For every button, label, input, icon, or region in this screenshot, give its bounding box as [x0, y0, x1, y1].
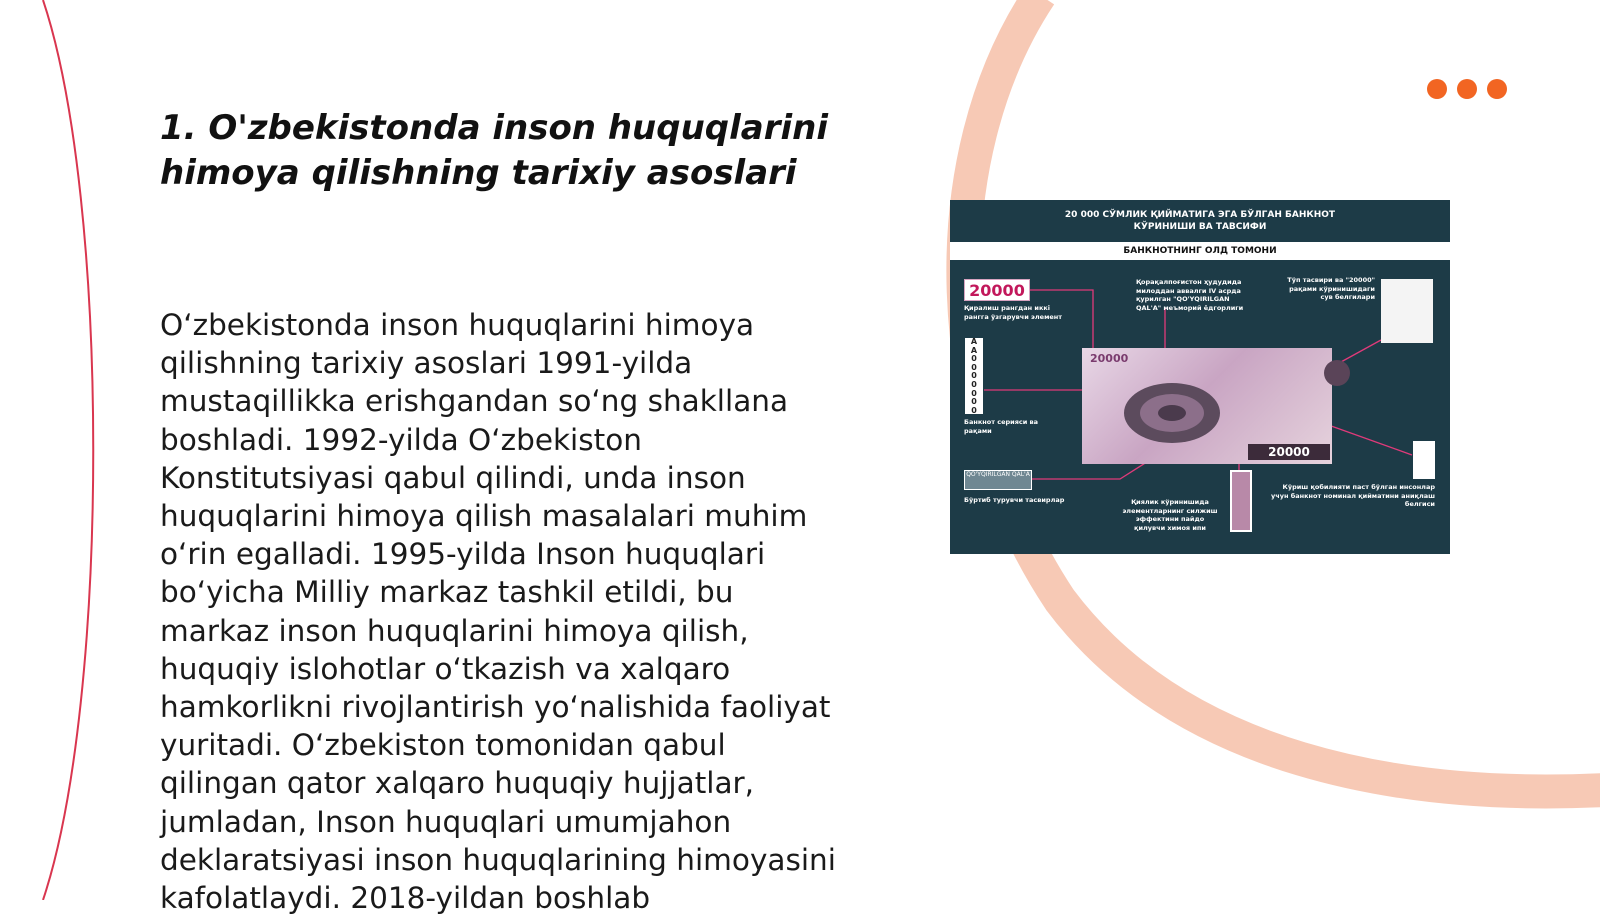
- banknote-denomination-top: 20000: [1090, 352, 1129, 365]
- label-karakalpak: Қорақалпоғистон ҳудудида милоддан аввалги IV асрда қурилган "QO'YQIRILGAN QAL'A" меъморий ёдгорлиги: [1136, 278, 1244, 312]
- serial-number-sample: A A 0 0 0 0 0 0 0: [965, 338, 983, 414]
- security-thread-sample: [1230, 470, 1252, 532]
- fortress-illustration: [1117, 376, 1227, 450]
- denomination-sample: 20000: [964, 279, 1030, 301]
- label-color-shift: Қиралиш рангдан иккі рангга ўзгарувчи элемент: [964, 304, 1063, 321]
- banknote-heading-line1: 20 000 СЎМЛИК ҚИЙМАТИГА ЭГА БЎЛГАН БАНКНОТ: [1064, 210, 1336, 220]
- callout-line-color-shift: [1030, 290, 1093, 356]
- dot-2: [1457, 79, 1477, 99]
- banknote-image: [1082, 348, 1332, 464]
- relief-sample: QO'YQIRILGAN QAL'A: [964, 470, 1032, 490]
- slide-title: 1. O'zbekistonda inson huquqlarini himoya qilishning tarixiy asoslari: [160, 108, 829, 193]
- dot-3: [1487, 79, 1507, 99]
- dot-1: [1427, 79, 1447, 99]
- banknote-infographic: [950, 200, 1450, 554]
- banknote-heading-line2: КЎРИНИШИ ВА ТАВСИФИ: [1133, 222, 1267, 232]
- label-blind: Кўриш қобилияти паст бўлган инсонлар учун банкнот номинал қийматини аниқлаш белгиси: [1271, 483, 1435, 508]
- label-watermark: Тўп тасвири ва "20000" рақами кўринишидаги сув белгилари: [1287, 276, 1375, 301]
- banknote-denomination-bottom: 20000: [1248, 444, 1330, 460]
- slide-body-text: O‘zbekistonda inson huquqlarini himoya qilishning tarixiy asoslari 1991-yilda mustaqillikka erishgandan so‘ng shakllana boshladi. 1992-yilda O‘zbekiston Konstitutsiyasi qabul qilindi, unda inson huquqlarini himoya qilish masalalari muhim o‘rin egalladi. 1995-yilda Inson huquqlari bo‘yicha Milliy markaz tashkil etildi, bu markaz inson huquqlarini himoya qilish, huquqiy islohotlar o‘tkazish va xalqaro hamkorlikni rivojlantirish yo‘nalishida faoliyat yuritadi. O‘zbekiston tomonidan qabul qilingan qator xalqaro huquqiy hujjatlar, jumladan, Inson huquqlari umumjahon deklaratsiyasi inson huquqlarining himoyasini kafolatlaydi. 2018-yildan boshlab: [160, 308, 836, 916]
- callout-line-blind: [1320, 422, 1412, 455]
- more-dots-icon: [1427, 79, 1507, 99]
- label-relief: Бўртиб турувчи тасвирлар: [964, 496, 1065, 504]
- label-serial: Банкнот серияси ва рақами: [964, 418, 1039, 435]
- blind-mark-sample: [1413, 441, 1435, 479]
- label-thread: Қиялик кўринишида элементларнинг силжиш эффектини пайдо қилувчи химоя ипи: [1122, 498, 1218, 532]
- left-curve: [43, 0, 93, 900]
- watermark-image: [1381, 279, 1433, 343]
- banknote-emblem: [1324, 360, 1350, 386]
- banknote-subheading: БАНКНОТНИНГ ОЛД ТОМОНИ: [950, 242, 1450, 260]
